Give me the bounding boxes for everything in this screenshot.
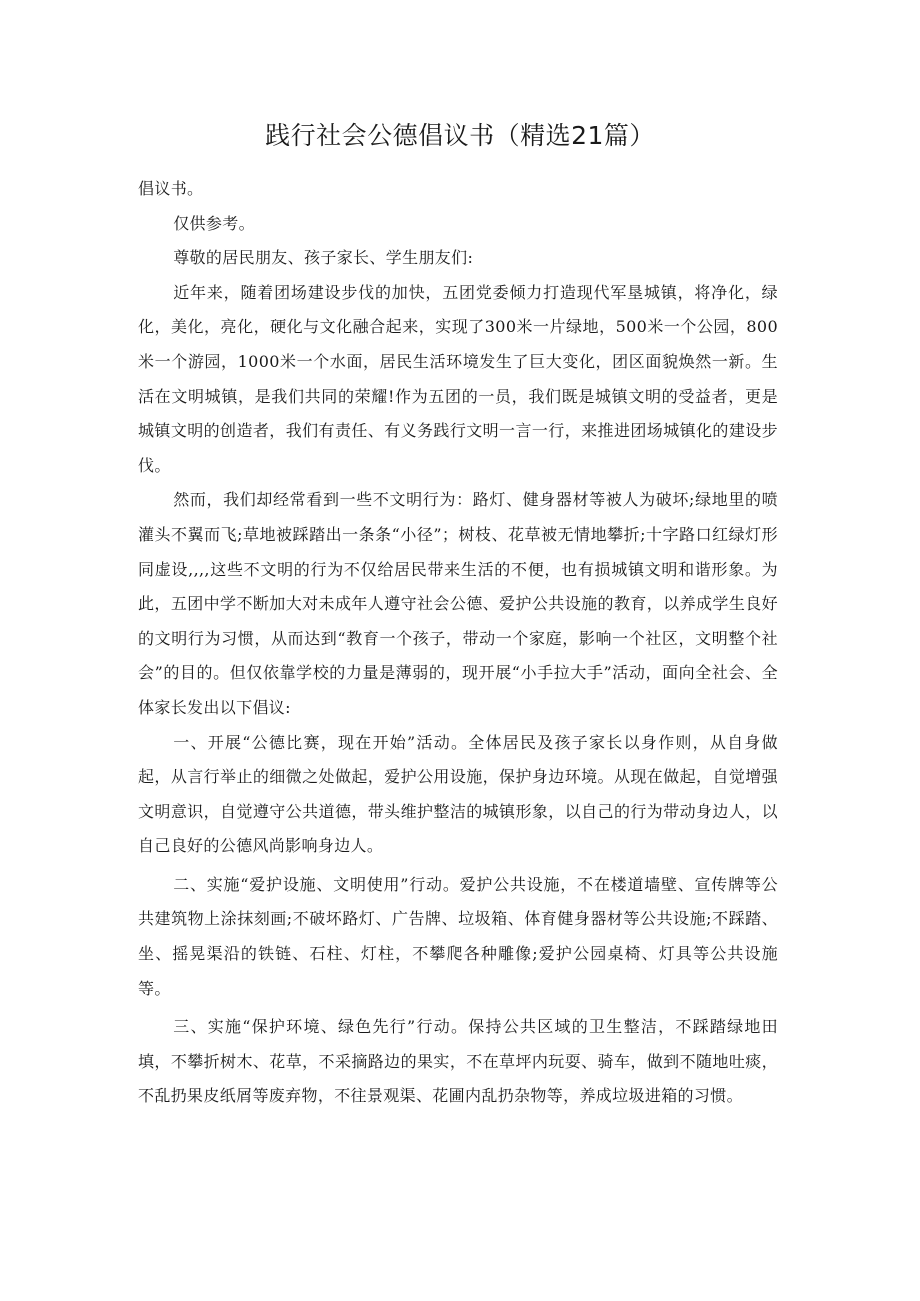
paragraph-intro: 近年来，随着团场建设步伐的加快，五团党委倾力打造现代军垦城镇，将净化，绿化，美化，亮化，硬化与文化融合起来，实现了300米一片绿地，500米一个公园，800米一个游园，1000米一个水面，居民生活环境发生了巨大变化，团区面貌焕然一新。生活在文明城镇，是我们共同的荣耀!作为五团的一员，我们既是城镇文明的受益者，更是城镇文明的创造者，我们有责任、有义务践行文明一言一行，来推进团场城镇化的建设步伐。 (138, 282, 778, 475)
paragraph-proposal-2: 二、实施“爱护设施、文明使用”行动。爱护公共设施，不在楼道墙壁、宣传牌等公共建筑物上涂抹刻画;不破坏路灯、广告牌、垃圾箱、体育健身器材等公共设施;不踩踏、坐、摇晃渠沿的铁链、石柱、灯柱，不攀爬各种雕像;爱护公园桌椅、灯具等公共设施等。 (138, 874, 778, 998)
paragraph-problem: 然而，我们却经常看到一些不文明行为：路灯、健身器材等被人为破坏;绿地里的喷灌头不翼而飞;草地被踩踏出一条条“小径”；树枝、花草被无情地攀折;十字路口红绿灯形同虚设,,,,这些不文明的行为不仅给居民带来生活的不便，也有损城镇文明和谐形象。为此，五团中学不断加大对未成年人遵守社会公德、爱护公共设施的教育，以养成学生良好的文明行为习惯，从而达到“教育一个孩子，带动一个家庭，影响一个社区，文明整个社会”的目的。但仅依靠学校的力量是薄弱的，现开展“小手拉大手”活动，面向全社会、全体家长发出以下倡议: (138, 490, 778, 717)
document-title: 践行社会公德倡议书（精选21篇） (265, 121, 655, 150)
paragraph-note: 仅供参考。 (173, 213, 255, 233)
paragraph-salutation: 尊敬的居民朋友、孩子家长、学生朋友们: (173, 248, 474, 268)
paragraph-heading: 倡议书。 (138, 179, 204, 198)
paragraph-proposal-3: 三、实施“保护环境、绿色先行”行动。保持公共区域的卫生整洁，不踩踏绿地田填，不攀折树木、花草，不采摘路边的果实，不在草坪内玩耍、骑车，做到不随地吐痰，不乱扔果皮纸屑等废弃物，不往景观渠、花圃内乱扔杂物等，养成垃圾进箱的习惯。 (138, 1017, 778, 1106)
paragraph-proposal-1: 一、开展“公德比赛，现在开始”活动。全体居民及孩子家长以身作则，从自身做起，从言行举止的细微之处做起，爱护公用设施，保护身边环境。从现在做起，自觉增强文明意识，自觉遵守公共道德，带头维护整洁的城镇形象，以自己的行为带动身边人，以自己良好的公德风尚影响身边人。 (138, 732, 778, 856)
document-body (138, 172, 778, 1114)
